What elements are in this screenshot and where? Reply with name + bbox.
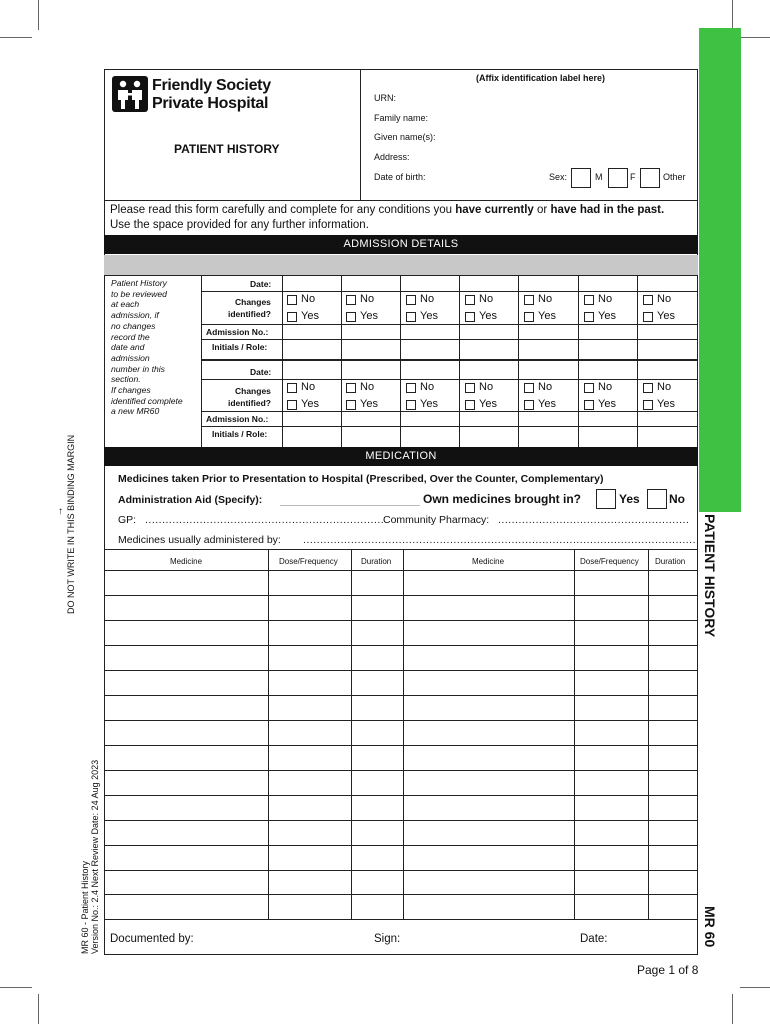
table-row: [104, 620, 698, 621]
yes-checkbox[interactable]: [584, 400, 594, 410]
yes-label: Yes: [538, 398, 556, 410]
yes-checkbox[interactable]: [346, 400, 356, 410]
crop-mark: [38, 994, 39, 1024]
form-frame: [104, 69, 698, 955]
col-medicine-1: Medicine: [170, 557, 203, 566]
table-row: [104, 595, 698, 596]
admission-note: Patient History to be reviewed at each admission, if no changes record the date and admission number in this section. If changes identified complete a new MR60: [111, 278, 183, 417]
no-checkbox[interactable]: [346, 383, 356, 393]
initials-label-1: Initials / Role:: [212, 342, 268, 352]
yes-label: Yes: [360, 398, 378, 410]
hospital-logo: [112, 76, 148, 112]
gp-field[interactable]: ......................................................................: [145, 514, 385, 526]
no-label: No: [301, 293, 316, 305]
table-row: [104, 645, 698, 646]
yes-checkbox[interactable]: [465, 312, 475, 322]
yes-checkbox[interactable]: [584, 312, 594, 322]
no-label: No: [479, 381, 494, 393]
crop-mark: [740, 987, 770, 988]
no-label: No: [360, 293, 375, 305]
no-label: No: [538, 293, 553, 305]
yes-label: Yes: [598, 310, 616, 322]
no-checkbox[interactable]: [643, 295, 653, 305]
sex-m-checkbox[interactable]: [571, 168, 591, 188]
sex-f-checkbox[interactable]: [608, 168, 628, 188]
changes-label-2b: identified?: [228, 398, 271, 408]
yes-checkbox[interactable]: [346, 312, 356, 322]
sex-f-label: F: [630, 172, 636, 182]
no-checkbox[interactable]: [287, 383, 297, 393]
community-pharmacy-field[interactable]: ........................................................: [498, 514, 690, 526]
side-title: PATIENT HISTORY: [702, 514, 718, 638]
given-names-label: Given name(s):: [374, 132, 436, 142]
admission-no-label-2: Admission No.:: [206, 414, 269, 424]
table-row: [104, 695, 698, 696]
no-label: No: [598, 381, 613, 393]
table-row: [104, 720, 698, 721]
col-dose-2: Dose/Frequency: [580, 557, 639, 566]
table-row: [104, 919, 698, 920]
col-medicine-2: Medicine: [472, 557, 505, 566]
admission-no-label-1: Admission No.:: [206, 327, 269, 337]
page-title: PATIENT HISTORY: [174, 142, 280, 156]
admin-aid-label: Administration Aid (Specify):: [118, 494, 263, 506]
yes-checkbox[interactable]: [524, 400, 534, 410]
no-label: No: [598, 293, 613, 305]
date-label-1: Date:: [250, 279, 272, 289]
yes-label: Yes: [479, 310, 497, 322]
no-checkbox[interactable]: [346, 295, 356, 305]
page-number: Page 1 of 8: [637, 963, 699, 977]
community-pharmacy-label: Community Pharmacy:: [383, 514, 490, 526]
yes-checkbox[interactable]: [524, 312, 534, 322]
binding-margin-warning: DO NOT WRITE IN THIS BINDING MARGIN: [66, 434, 76, 614]
yes-label: Yes: [598, 398, 616, 410]
address-label: Address:: [374, 152, 410, 162]
yes-checkbox[interactable]: [406, 312, 416, 322]
table-row: [104, 670, 698, 671]
instructions-line1: Please read this form carefully and complete for any conditions you have currently or have had in the past.: [110, 204, 665, 216]
no-checkbox[interactable]: [465, 295, 475, 305]
table-row: [104, 820, 698, 821]
yes-label: Yes: [301, 310, 319, 322]
urn-label: URN:: [374, 93, 396, 103]
sex-other-label: Other: [663, 172, 686, 182]
own-medicines-yes-checkbox[interactable]: [596, 489, 616, 509]
no-label: No: [420, 381, 435, 393]
col-duration-2: Duration: [655, 557, 686, 566]
no-label: No: [420, 293, 435, 305]
date-label-2: Date:: [250, 367, 272, 377]
yes-label: Yes: [538, 310, 556, 322]
table-row: [104, 795, 698, 796]
table-row: [104, 770, 698, 771]
yes-checkbox[interactable]: [287, 400, 297, 410]
own-medicines-no-label: No: [669, 492, 685, 506]
admission-grey-strip: [104, 255, 698, 275]
no-checkbox[interactable]: [524, 295, 534, 305]
no-checkbox[interactable]: [584, 383, 594, 393]
no-checkbox[interactable]: [643, 383, 653, 393]
no-label: No: [538, 381, 553, 393]
table-row: [104, 894, 698, 895]
yes-checkbox[interactable]: [643, 400, 653, 410]
yes-label: Yes: [301, 398, 319, 410]
yes-checkbox[interactable]: [287, 312, 297, 322]
changes-label-2a: Changes: [235, 386, 271, 396]
sign-label: Sign:: [374, 933, 401, 945]
crop-mark: [732, 994, 733, 1024]
yes-label: Yes: [657, 398, 675, 410]
no-label: No: [360, 381, 375, 393]
no-checkbox[interactable]: [406, 295, 416, 305]
yes-checkbox[interactable]: [406, 400, 416, 410]
crop-mark: [740, 37, 770, 38]
no-checkbox[interactable]: [465, 383, 475, 393]
hospital-name-line1: Friendly Society: [152, 77, 271, 94]
table-row: [104, 870, 698, 871]
instructions-line2: Use the space provided for any further information.: [110, 219, 369, 231]
sex-m-label: M: [595, 172, 603, 182]
yes-label: Yes: [479, 398, 497, 410]
sex-other-checkbox[interactable]: [640, 168, 660, 188]
no-label: No: [657, 293, 672, 305]
yes-label: Yes: [420, 398, 438, 410]
own-medicines-no-checkbox[interactable]: [647, 489, 667, 509]
no-checkbox[interactable]: [406, 383, 416, 393]
changes-label-1b: identified?: [228, 309, 271, 319]
no-label: No: [301, 381, 316, 393]
yes-checkbox[interactable]: [643, 312, 653, 322]
sex-label: Sex:: [549, 172, 568, 182]
usually-administered-label: Medicines usually administered by:: [118, 534, 281, 546]
table-row: [104, 745, 698, 746]
green-side-tab: [699, 28, 741, 512]
admin-aid-input[interactable]: [280, 505, 420, 506]
col-duration-1: Duration: [361, 557, 392, 566]
yes-label: Yes: [360, 310, 378, 322]
initials-label-2: Initials / Role:: [212, 429, 268, 439]
own-medicines-yes-label: Yes: [619, 492, 640, 506]
no-checkbox[interactable]: [584, 295, 594, 305]
changes-label-1a: Changes: [235, 297, 271, 307]
medication-bar: MEDICATION: [104, 447, 698, 466]
version-line2: Version No.: 2.4 Next Review Date: 24 Aug 2023: [90, 759, 100, 954]
crop-mark: [0, 37, 32, 38]
crop-mark: [38, 0, 39, 30]
version-line1: MR 60 - Patient History: [80, 860, 90, 954]
gp-label: GP:: [118, 514, 137, 526]
arrow-up-icon: ↑: [58, 506, 63, 517]
date-label-footer: Date:: [580, 933, 608, 945]
no-checkbox[interactable]: [287, 295, 297, 305]
col-dose-1: Dose/Frequency: [279, 557, 338, 566]
table-row: [104, 845, 698, 846]
medicines-prior-heading: Medicines taken Prior to Presentation to Hospital (Prescribed, Over the Counter, Complementary): [118, 473, 604, 485]
yes-checkbox[interactable]: [465, 400, 475, 410]
own-medicines-label: Own medicines brought in?: [423, 492, 582, 506]
no-checkbox[interactable]: [524, 383, 534, 393]
documented-by-label: Documented by:: [110, 933, 194, 945]
label-box-header: (Affix identification label here): [476, 73, 606, 83]
yes-label: Yes: [657, 310, 675, 322]
yes-label: Yes: [420, 310, 438, 322]
hospital-name-line2: Private Hospital: [152, 95, 269, 112]
form-code: MR 60: [702, 906, 718, 948]
crop-mark: [0, 987, 32, 988]
no-label: No: [657, 381, 672, 393]
family-name-label: Family name:: [374, 113, 429, 123]
crop-mark: [732, 0, 733, 30]
admission-details-bar: ADMISSION DETAILS: [104, 235, 698, 254]
no-label: No: [479, 293, 494, 305]
dob-label: Date of birth:: [374, 172, 426, 182]
usually-administered-field[interactable]: ....................................................................................................................: [303, 534, 700, 546]
